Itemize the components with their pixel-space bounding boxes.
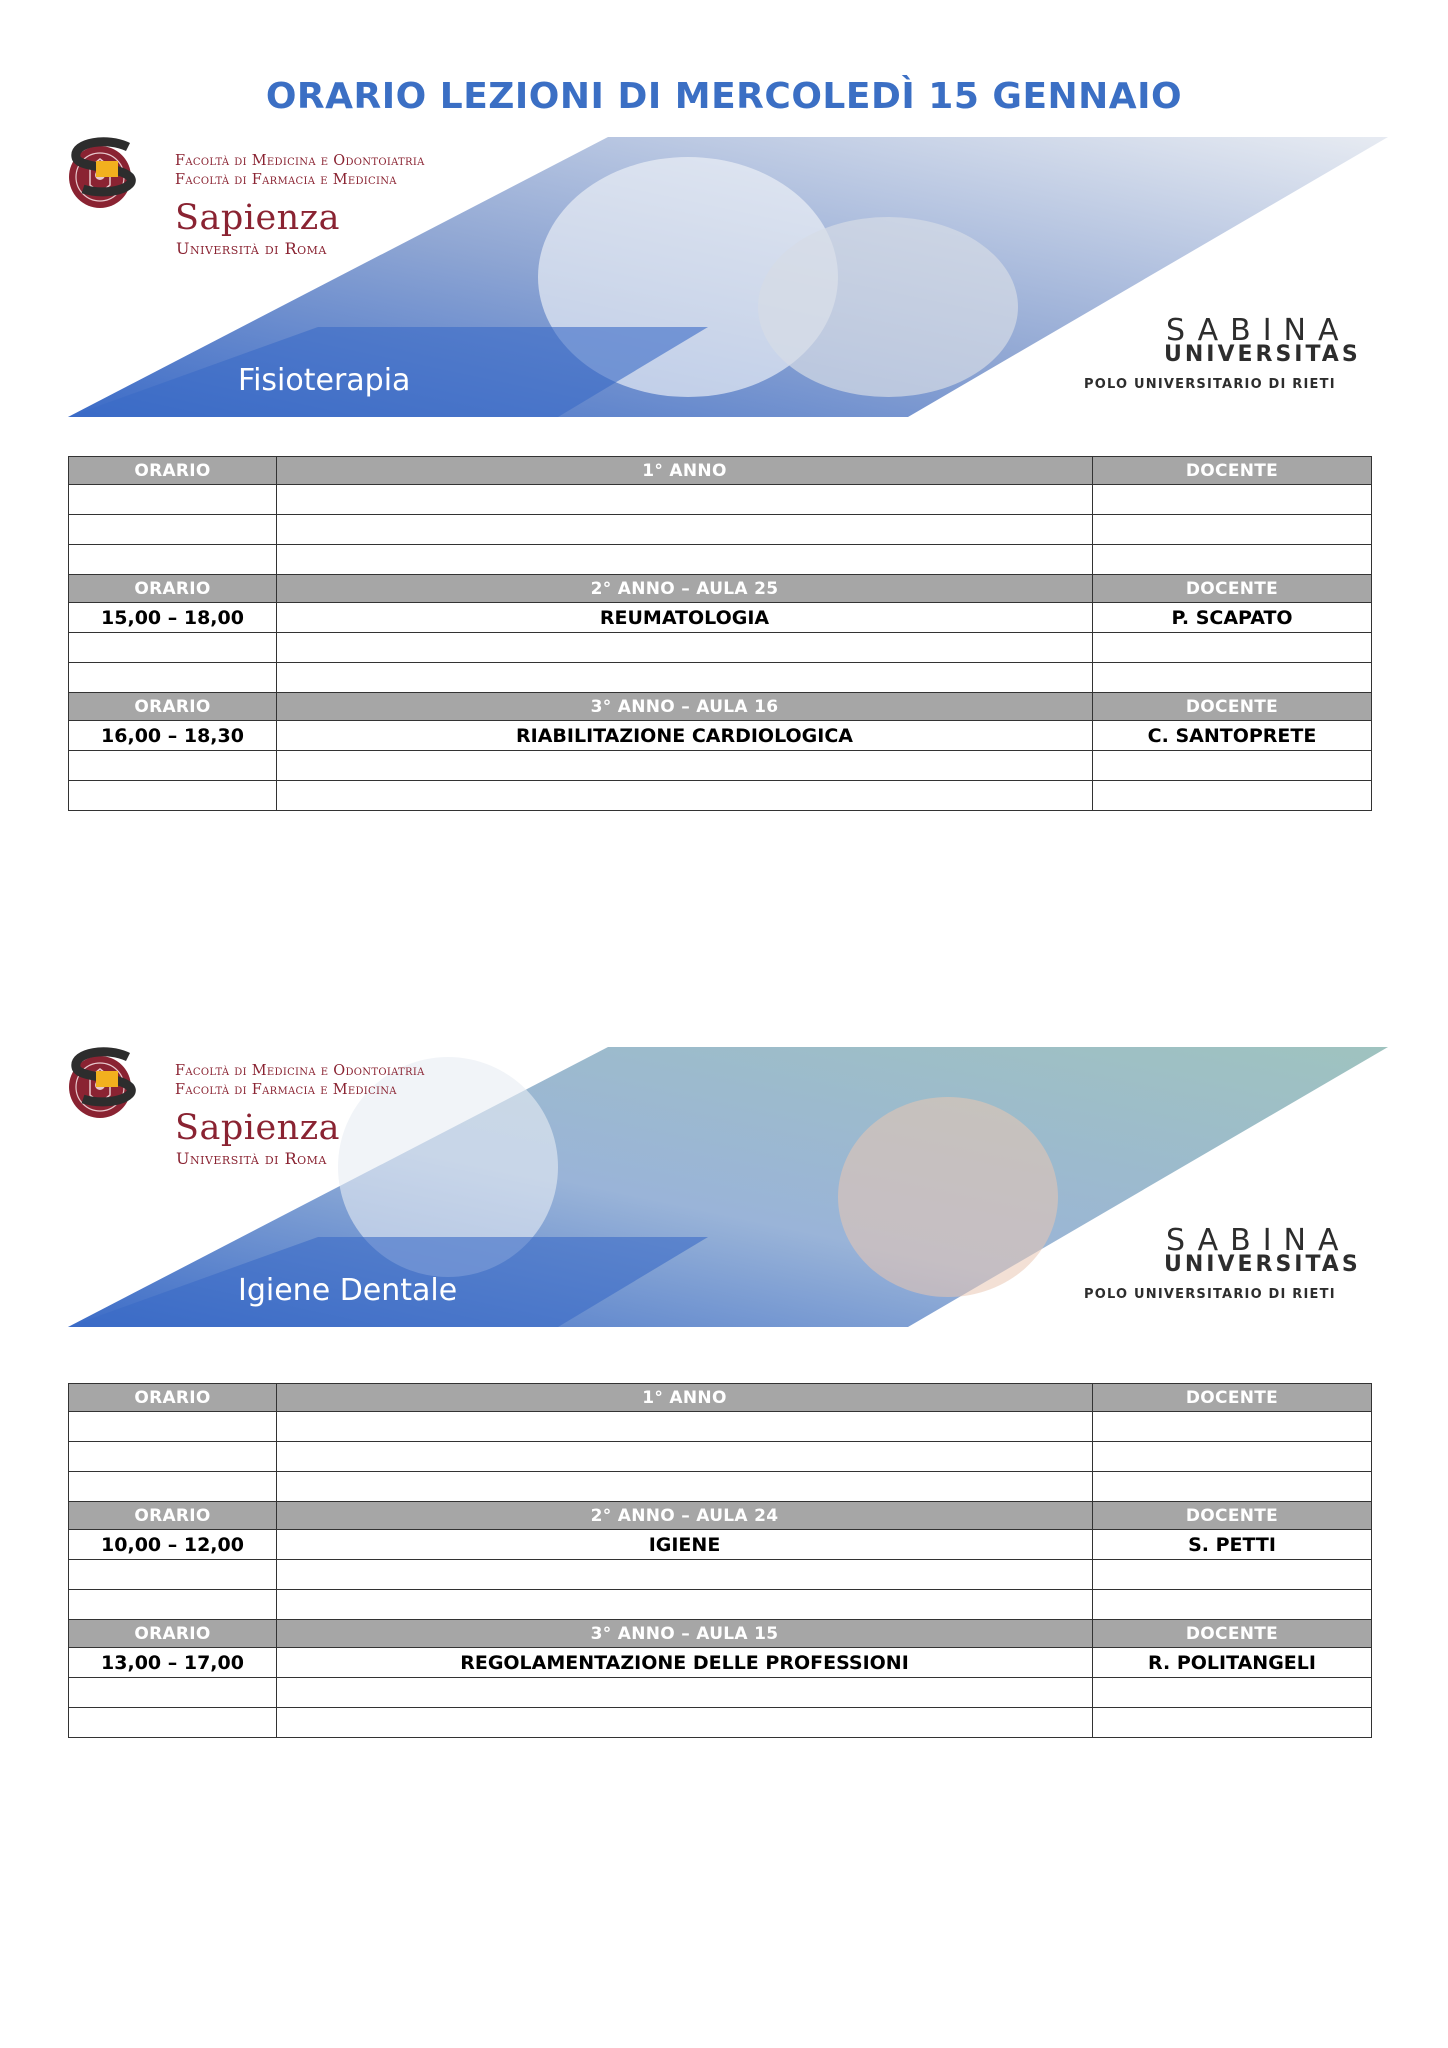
cell-subject xyxy=(277,751,1093,781)
header-year: 1° ANNO xyxy=(277,1384,1093,1412)
cell-teacher xyxy=(1093,633,1372,663)
cell-subject xyxy=(277,1590,1093,1620)
faculty-line-1: Facoltà di Medicina e Odontoiatria xyxy=(175,1063,425,1079)
table-row xyxy=(69,663,1372,693)
table-row xyxy=(69,1590,1372,1620)
table-row xyxy=(69,1530,1372,1560)
cell-subject xyxy=(277,1412,1093,1442)
table-row xyxy=(69,1412,1372,1442)
table-row xyxy=(69,781,1372,811)
cell-teacher xyxy=(1093,781,1372,811)
cell-teacher xyxy=(1093,485,1372,515)
table-row xyxy=(69,1678,1372,1708)
header-year: 2° ANNO – AULA 24 xyxy=(277,1502,1093,1530)
table-row xyxy=(69,1472,1372,1502)
table-header-row xyxy=(69,1384,1372,1412)
cell-teacher xyxy=(1093,663,1372,693)
cell-subject xyxy=(277,485,1093,515)
schedule-table-igiene-dentale xyxy=(68,1383,1372,1738)
course-name: Igiene Dentale xyxy=(238,1273,458,1308)
header-teacher: DOCENTE xyxy=(1093,1384,1372,1412)
cell-subject xyxy=(277,781,1093,811)
header-time: ORARIO xyxy=(69,1502,277,1530)
cell-subject xyxy=(277,1472,1093,1502)
table-row xyxy=(69,751,1372,781)
header-year: 3° ANNO – AULA 15 xyxy=(277,1620,1093,1648)
cell-teacher xyxy=(1093,1708,1372,1738)
page-title: ORARIO LEZIONI DI MERCOLEDÌ 15 GENNAIO xyxy=(265,76,1183,117)
table-row xyxy=(69,721,1372,751)
table-header-row xyxy=(69,1502,1372,1530)
course-banner-fisioterapia xyxy=(68,137,1388,417)
university-city: Università di Roma xyxy=(176,1149,327,1168)
cell-teacher: R. POLITANGELI xyxy=(1093,1648,1372,1678)
table-row xyxy=(69,603,1372,633)
table-row xyxy=(69,515,1372,545)
cell-time xyxy=(69,1412,277,1442)
cell-teacher: C. SANTOPRETE xyxy=(1093,721,1372,751)
cell-teacher xyxy=(1093,751,1372,781)
cell-teacher xyxy=(1093,1412,1372,1442)
cell-teacher xyxy=(1093,1560,1372,1590)
cell-time: 13,00 – 17,00 xyxy=(69,1648,277,1678)
cell-time xyxy=(69,751,277,781)
cell-subject: REGOLAMENTAZIONE DELLE PROFESSIONI xyxy=(277,1648,1093,1678)
cell-time xyxy=(69,1708,277,1738)
cell-time xyxy=(69,781,277,811)
header-teacher: DOCENTE xyxy=(1093,1620,1372,1648)
cell-teacher xyxy=(1093,545,1372,575)
cell-time xyxy=(69,1560,277,1590)
table-row xyxy=(69,1560,1372,1590)
header-teacher: DOCENTE xyxy=(1093,457,1372,485)
header-time: ORARIO xyxy=(69,693,277,721)
table-header-row xyxy=(69,1620,1372,1648)
header-time: ORARIO xyxy=(69,457,277,485)
cell-subject xyxy=(277,515,1093,545)
cell-time xyxy=(69,485,277,515)
table-header-row xyxy=(69,575,1372,603)
course-banner-igiene-dentale xyxy=(68,1047,1388,1327)
cell-time xyxy=(69,515,277,545)
faculty-label xyxy=(175,1062,425,1100)
cell-time: 15,00 – 18,00 xyxy=(69,603,277,633)
faculty-line-1: Facoltà di Medicina e Odontoiatria xyxy=(175,153,425,169)
cell-time xyxy=(69,1472,277,1502)
sabina-universitas-logo-icon xyxy=(68,1047,143,1107)
cell-subject: REUMATOLOGIA xyxy=(277,603,1093,633)
cell-subject xyxy=(277,633,1093,663)
cell-time xyxy=(69,1678,277,1708)
header-year: 1° ANNO xyxy=(277,457,1093,485)
header-teacher: DOCENTE xyxy=(1093,693,1372,721)
table-row xyxy=(69,485,1372,515)
cell-teacher xyxy=(1093,515,1372,545)
cell-time xyxy=(69,545,277,575)
header-time: ORARIO xyxy=(69,575,277,603)
header-year: 2° ANNO – AULA 25 xyxy=(277,575,1093,603)
partner-tagline: POLO UNIVERSITARIO DI RIETI xyxy=(1084,377,1336,392)
cell-subject xyxy=(277,1678,1093,1708)
partner-name-2: UNIVERSITAS xyxy=(1164,1252,1361,1277)
cell-teacher xyxy=(1093,1678,1372,1708)
header-teacher: DOCENTE xyxy=(1093,575,1372,603)
partner-name-2: UNIVERSITAS xyxy=(1164,342,1361,367)
cell-subject xyxy=(277,545,1093,575)
header-teacher: DOCENTE xyxy=(1093,1502,1372,1530)
cell-teacher xyxy=(1093,1442,1372,1472)
sabina-universitas-logo-icon xyxy=(68,137,143,197)
cell-teacher: P. SCAPATO xyxy=(1093,603,1372,633)
table-header-row xyxy=(69,457,1372,485)
course-name: Fisioterapia xyxy=(238,363,411,398)
cell-teacher xyxy=(1093,1590,1372,1620)
cell-subject xyxy=(277,1708,1093,1738)
partner-name-1: SABINA xyxy=(1166,1223,1351,1258)
header-time: ORARIO xyxy=(69,1384,277,1412)
table-row xyxy=(69,1442,1372,1472)
cell-time: 16,00 – 18,30 xyxy=(69,721,277,751)
cell-subject xyxy=(277,1560,1093,1590)
cell-subject: IGIENE xyxy=(277,1530,1093,1560)
cell-time xyxy=(69,1590,277,1620)
cell-teacher: S. PETTI xyxy=(1093,1530,1372,1560)
partner-name-1: SABINA xyxy=(1166,313,1351,348)
partner-tagline: POLO UNIVERSITARIO DI RIETI xyxy=(1084,1287,1336,1302)
faculty-label xyxy=(175,152,425,190)
table-header-row xyxy=(69,693,1372,721)
header-year: 3° ANNO – AULA 16 xyxy=(277,693,1093,721)
cell-teacher xyxy=(1093,1472,1372,1502)
cell-subject xyxy=(277,663,1093,693)
cell-time xyxy=(69,663,277,693)
university-city: Università di Roma xyxy=(176,239,327,258)
cell-subject: RIABILITAZIONE CARDIOLOGICA xyxy=(277,721,1093,751)
table-row xyxy=(69,1708,1372,1738)
university-name: Sapienza xyxy=(175,1108,341,1148)
table-row xyxy=(69,1648,1372,1678)
cell-time: 10,00 – 12,00 xyxy=(69,1530,277,1560)
faculty-line-2: Facoltà di Farmacia e Medicina xyxy=(175,172,397,188)
faculty-line-2: Facoltà di Farmacia e Medicina xyxy=(175,1082,397,1098)
cell-time xyxy=(69,1442,277,1472)
table-row xyxy=(69,633,1372,663)
cell-time xyxy=(69,633,277,663)
schedule-table-fisioterapia xyxy=(68,456,1372,811)
header-time: ORARIO xyxy=(69,1620,277,1648)
university-name: Sapienza xyxy=(175,198,341,238)
table-row xyxy=(69,545,1372,575)
cell-subject xyxy=(277,1442,1093,1472)
